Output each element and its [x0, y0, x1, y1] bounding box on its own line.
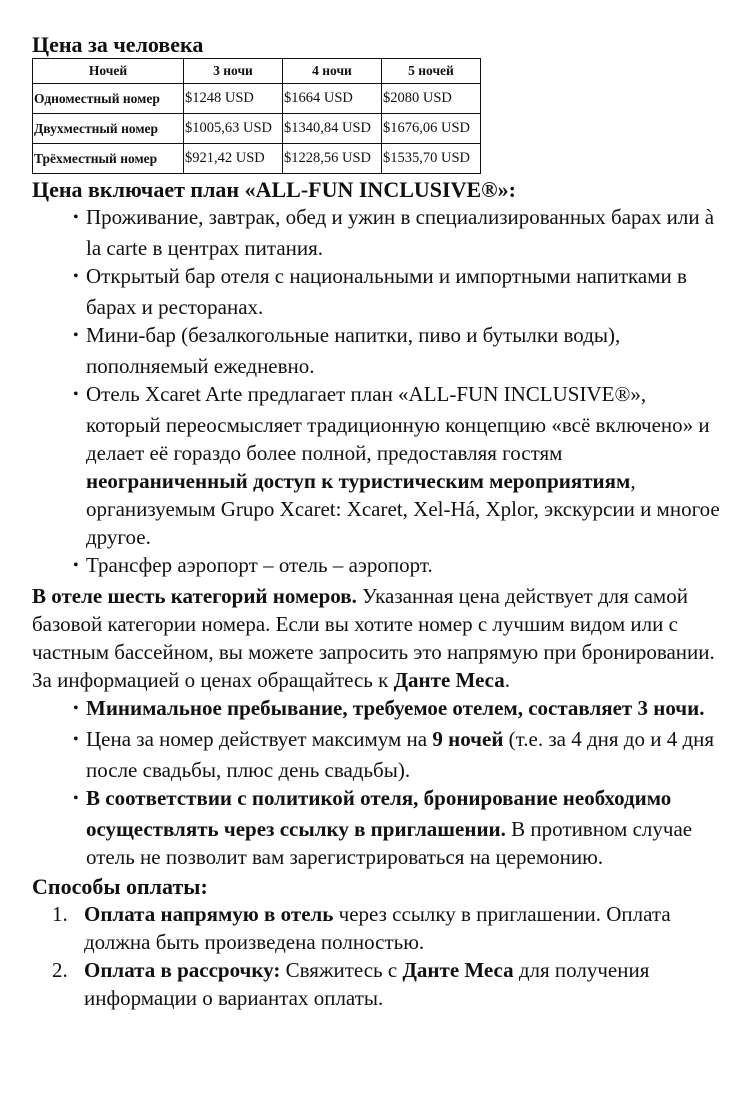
bullet-icon	[68, 551, 86, 582]
table-header-cell: Ночей	[33, 59, 184, 84]
bold-text: В соответствии с политикой отеля, бронирование необходимо осуществлять через ссылку в приглашении.	[86, 786, 672, 841]
list-item: •Цена за номер действует максимум на 9 ночей (т.е. за 4 дня до и 4 дня после свадьбы, плюс день свадьбы).	[32, 725, 722, 784]
rules-list	[32, 694, 722, 871]
list-item: •Проживание, завтрак, обед и ужин в специализированных барах или à la carte в центрах питания.	[32, 203, 722, 262]
plan-list	[32, 203, 722, 582]
bold-text: неограниченный доступ к туристическим мероприятиям	[86, 469, 631, 493]
list-number: 2.	[52, 958, 68, 982]
plan-heading: Цена включает план «ALL-FUN INCLUSIVE®»:	[32, 177, 516, 202]
table-row	[33, 84, 481, 114]
list-item: 2. Оплата в рассрочку: Свяжитесь с Данте Меса для получения информации о вариантах оплаты.	[52, 958, 650, 1010]
list-number: 1.	[52, 902, 68, 926]
bold-text: В отеле шесть категорий номеров.	[32, 584, 357, 608]
bullet-icon	[68, 203, 86, 234]
table-header-cell: 4 ночи	[283, 59, 382, 84]
list-item: 1. Оплата напрямую в отель через ссылку в приглашении. Оплата должна быть произведена полностью.	[52, 902, 671, 954]
bold-text: Оплата в рассрочку:	[84, 958, 281, 982]
list-item: •Отель Xcaret Arte предлагает план «ALL-FUN INCLUSIVE®», который переосмысляет традиционную концепцию «всё включено» и делает её гораздо более полной, предоставляя гостям неограниченный доступ к туристическим мероприятиям, организуемым Grupo Xcaret: Xcaret, Xel-Há, Xplor, экскурсии и многое другое.	[32, 380, 722, 551]
price-cell: $1535,70 USD	[382, 144, 481, 174]
document-page	[32, 33, 722, 1012]
payment-heading: Способы оплаты:	[32, 874, 208, 899]
bullet-icon	[68, 694, 86, 725]
price-cell: $921,42 USD	[184, 144, 283, 174]
contact-name: Данте Меса	[402, 958, 514, 982]
payment-list	[32, 900, 722, 1012]
table-row	[33, 114, 481, 144]
bullet-icon	[68, 262, 86, 293]
price-cell: $1248 USD	[184, 84, 283, 114]
bullet-icon	[68, 725, 86, 756]
table-header-cell: 5 ночей	[382, 59, 481, 84]
price-cell: $1228,56 USD	[283, 144, 382, 174]
bold-text: Минимальное пребывание, требуемое отелем, составляет 3 ночи.	[86, 696, 705, 720]
row-name-cell: Двухместный номер	[33, 114, 184, 144]
bullet-icon	[68, 380, 86, 411]
table-header-row	[33, 59, 481, 84]
bullet-icon	[68, 321, 86, 352]
table-row	[33, 144, 481, 174]
contact-name: Данте Меса	[393, 668, 505, 692]
list-item: •Мини-бар (безалкогольные напитки, пиво и бутылки воды), пополняемый ежедневно.	[32, 321, 722, 380]
bullet-icon	[68, 784, 86, 815]
price-cell: $1664 USD	[283, 84, 382, 114]
row-name-cell: Трёхместный номер	[33, 144, 184, 174]
list-item: •Открытый бар отеля с национальными и импортными напитками в барах и ресторанах.	[32, 262, 722, 321]
price-cell: $1005,63 USD	[184, 114, 283, 144]
list-item	[32, 694, 722, 725]
bold-text: Оплата напрямую в отель	[84, 902, 334, 926]
list-item: •Трансфер аэропорт – отель – аэропорт.	[32, 551, 722, 582]
price-cell: $1676,06 USD	[382, 114, 481, 144]
table-header-cell: 3 ночи	[184, 59, 283, 84]
price-cell: $1340,84 USD	[283, 114, 382, 144]
list-item: •В соответствии с политикой отеля, бронирование необходимо осуществлять через ссылку в приглашении. В противном случае отель не позволит вам зарегистрироваться на церемонию.	[32, 784, 722, 871]
row-name-cell: Одноместный номер	[33, 84, 184, 114]
price-title: Цена за человека	[32, 32, 204, 57]
price-table	[32, 58, 481, 174]
price-cell: $2080 USD	[382, 84, 481, 114]
bold-text: 9 ночей	[432, 727, 504, 751]
rooms-paragraph: В отеле шесть категорий номеров. Указанная цена действует для самой базовой категории номера. Если вы хотите номер с лучшим видом или с частным бассейном, вы можете запросить это напрямую при бронировании. За информацией о ценах обращайтесь к Данте Меса.	[32, 584, 715, 692]
